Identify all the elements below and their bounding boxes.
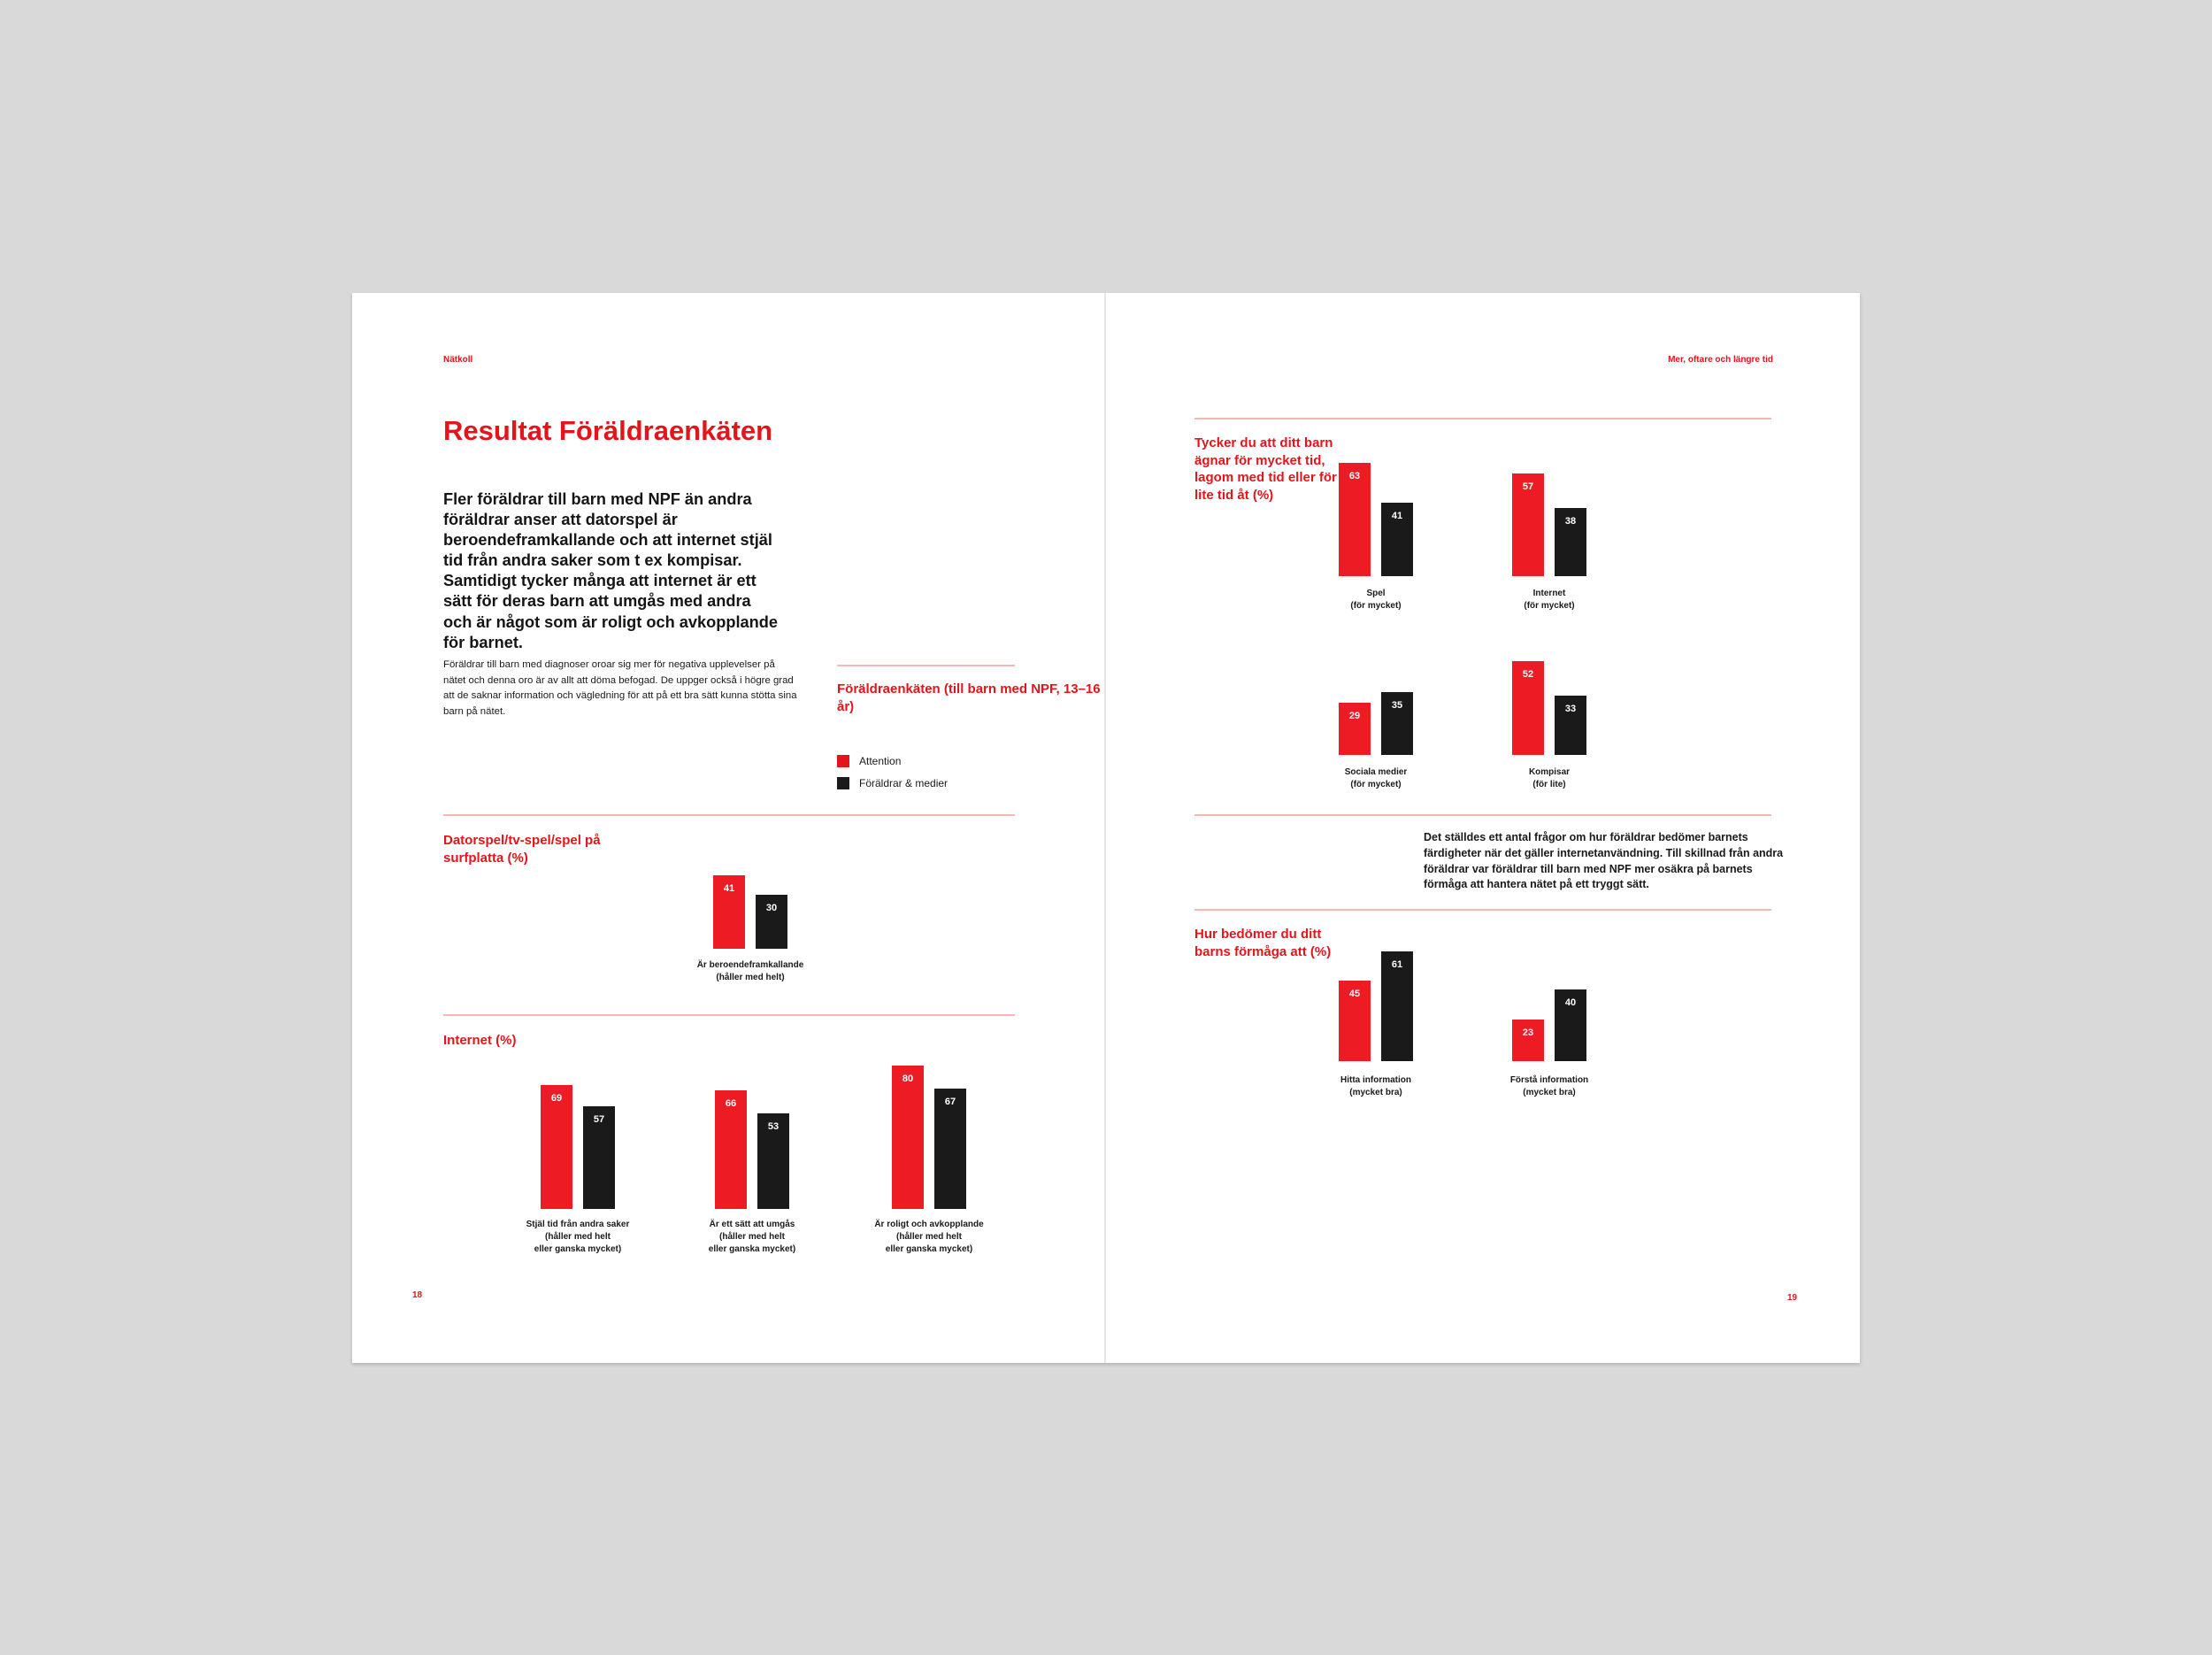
data-label: 23 (1522, 1028, 1534, 1038)
category-label: Förstå information (mycket bra) (1509, 1075, 1589, 1097)
lead-paragraph: Fler föräldrar till barn med NPF än andra föräldrar anser att datorspel är beroendeframkallande och att internet stjäl tid från andra saker som t ex kompisar. Samtidigt tycker många att internet är ett sätt för deras barn att umgås med andra och är något som är roligt och avkopplande för barnet. (443, 490, 778, 651)
section-heading-games: Datorspel/tv-spel/spel på surfplatta (%) (443, 833, 601, 866)
divider (837, 665, 1015, 666)
legend-item-attention (837, 755, 901, 767)
section-heading-internet: Internet (%) (443, 1033, 517, 1048)
category-label: Kompisar (för lite) (1528, 767, 1571, 789)
bar (1512, 1020, 1544, 1061)
data-label: 30 (765, 903, 778, 913)
category-label: Internet (för mycket) (1524, 589, 1575, 611)
running-header-left: Nätkoll (443, 355, 473, 365)
data-label: 57 (1522, 481, 1534, 492)
section-heading-ability: Hur bedömer du ditt barns förmåga att (%) (1194, 927, 1332, 959)
bar (541, 1085, 572, 1209)
running-header-right: Mer, oftare och längre tid (1668, 355, 1773, 365)
category-label: Spel (för mycket) (1350, 589, 1402, 611)
legend-title: Föräldraenkäten (till barn med NPF, 13–16 år) (837, 681, 1101, 714)
data-label: 63 (1348, 471, 1361, 481)
page-title: Resultat Föräldraenkäten (443, 415, 773, 446)
data-label: 69 (550, 1093, 563, 1104)
data-label: 52 (1522, 669, 1534, 680)
legend-label: Attention (859, 755, 902, 767)
data-label: 38 (1564, 516, 1577, 527)
data-label: 41 (723, 883, 735, 894)
data-label: 57 (593, 1114, 605, 1125)
brochure-spread (352, 293, 1860, 1363)
divider (443, 1014, 1015, 1016)
legend-label: Föräldrar & medier (859, 777, 949, 789)
data-label: 41 (1391, 511, 1403, 521)
right-page (1106, 293, 1860, 1363)
category-label: Sociala medier (för mycket) (1344, 767, 1408, 789)
data-label: 40 (1564, 997, 1577, 1008)
data-label: 67 (944, 1097, 956, 1107)
divider (1194, 814, 1771, 816)
page-number: 18 (412, 1290, 423, 1300)
left-page (352, 293, 1104, 1363)
data-label: 33 (1564, 704, 1577, 714)
data-label: 66 (725, 1098, 737, 1109)
data-label: 61 (1391, 959, 1403, 970)
category-label: Är roligt och avkopplande (håller med helt eller ganska mycket) (874, 1220, 984, 1254)
data-label: 45 (1348, 989, 1361, 999)
divider (1194, 909, 1771, 911)
legend-swatch-black (837, 777, 849, 789)
data-label: 80 (902, 1074, 914, 1084)
data-label: 53 (767, 1121, 780, 1132)
bar (892, 1066, 924, 1209)
page-number: 19 (1787, 1293, 1798, 1303)
divider (1194, 418, 1771, 420)
body-paragraph: Föräldrar till barn med diagnoser oroar sig mer för negativa upplevelser på nätet och denna oro är av allt att döma befogad. De uppger också i högre grad att de saknar information och vägledning för att på ett bra sätt kunna stötta sina barn på nätet. (443, 659, 797, 717)
legend-item-foraldrar (837, 777, 948, 789)
category-label: Är ett sätt att umgås (håller med helt eller ganska mycket) (708, 1220, 796, 1254)
legend-swatch-red (837, 755, 849, 767)
category-label: Hitta information (mycket bra) (1340, 1075, 1411, 1097)
category-label: Är beroendeframkallande (håller med helt) (696, 960, 804, 982)
data-label: 29 (1348, 711, 1361, 721)
divider (443, 814, 1015, 816)
ability-paragraph: Det ställdes ett antal frågor om hur föräldrar bedömer barnets färdigheter när det gäller internetanvändning. Till skillnad från andra föräldrar var föräldrar till barn med NPF mer osäkra på barnets förmåga att hantera nätet på ett tryggt sätt. (1424, 831, 1784, 891)
section-heading-time: Tycker du att ditt barn ägnar för mycket tid, lagom med tid eller för lite tid åt (%) (1194, 435, 1337, 503)
category-label: Stjäl tid från andra saker (håller med helt eller ganska mycket) (526, 1220, 630, 1254)
data-label: 35 (1391, 700, 1403, 711)
